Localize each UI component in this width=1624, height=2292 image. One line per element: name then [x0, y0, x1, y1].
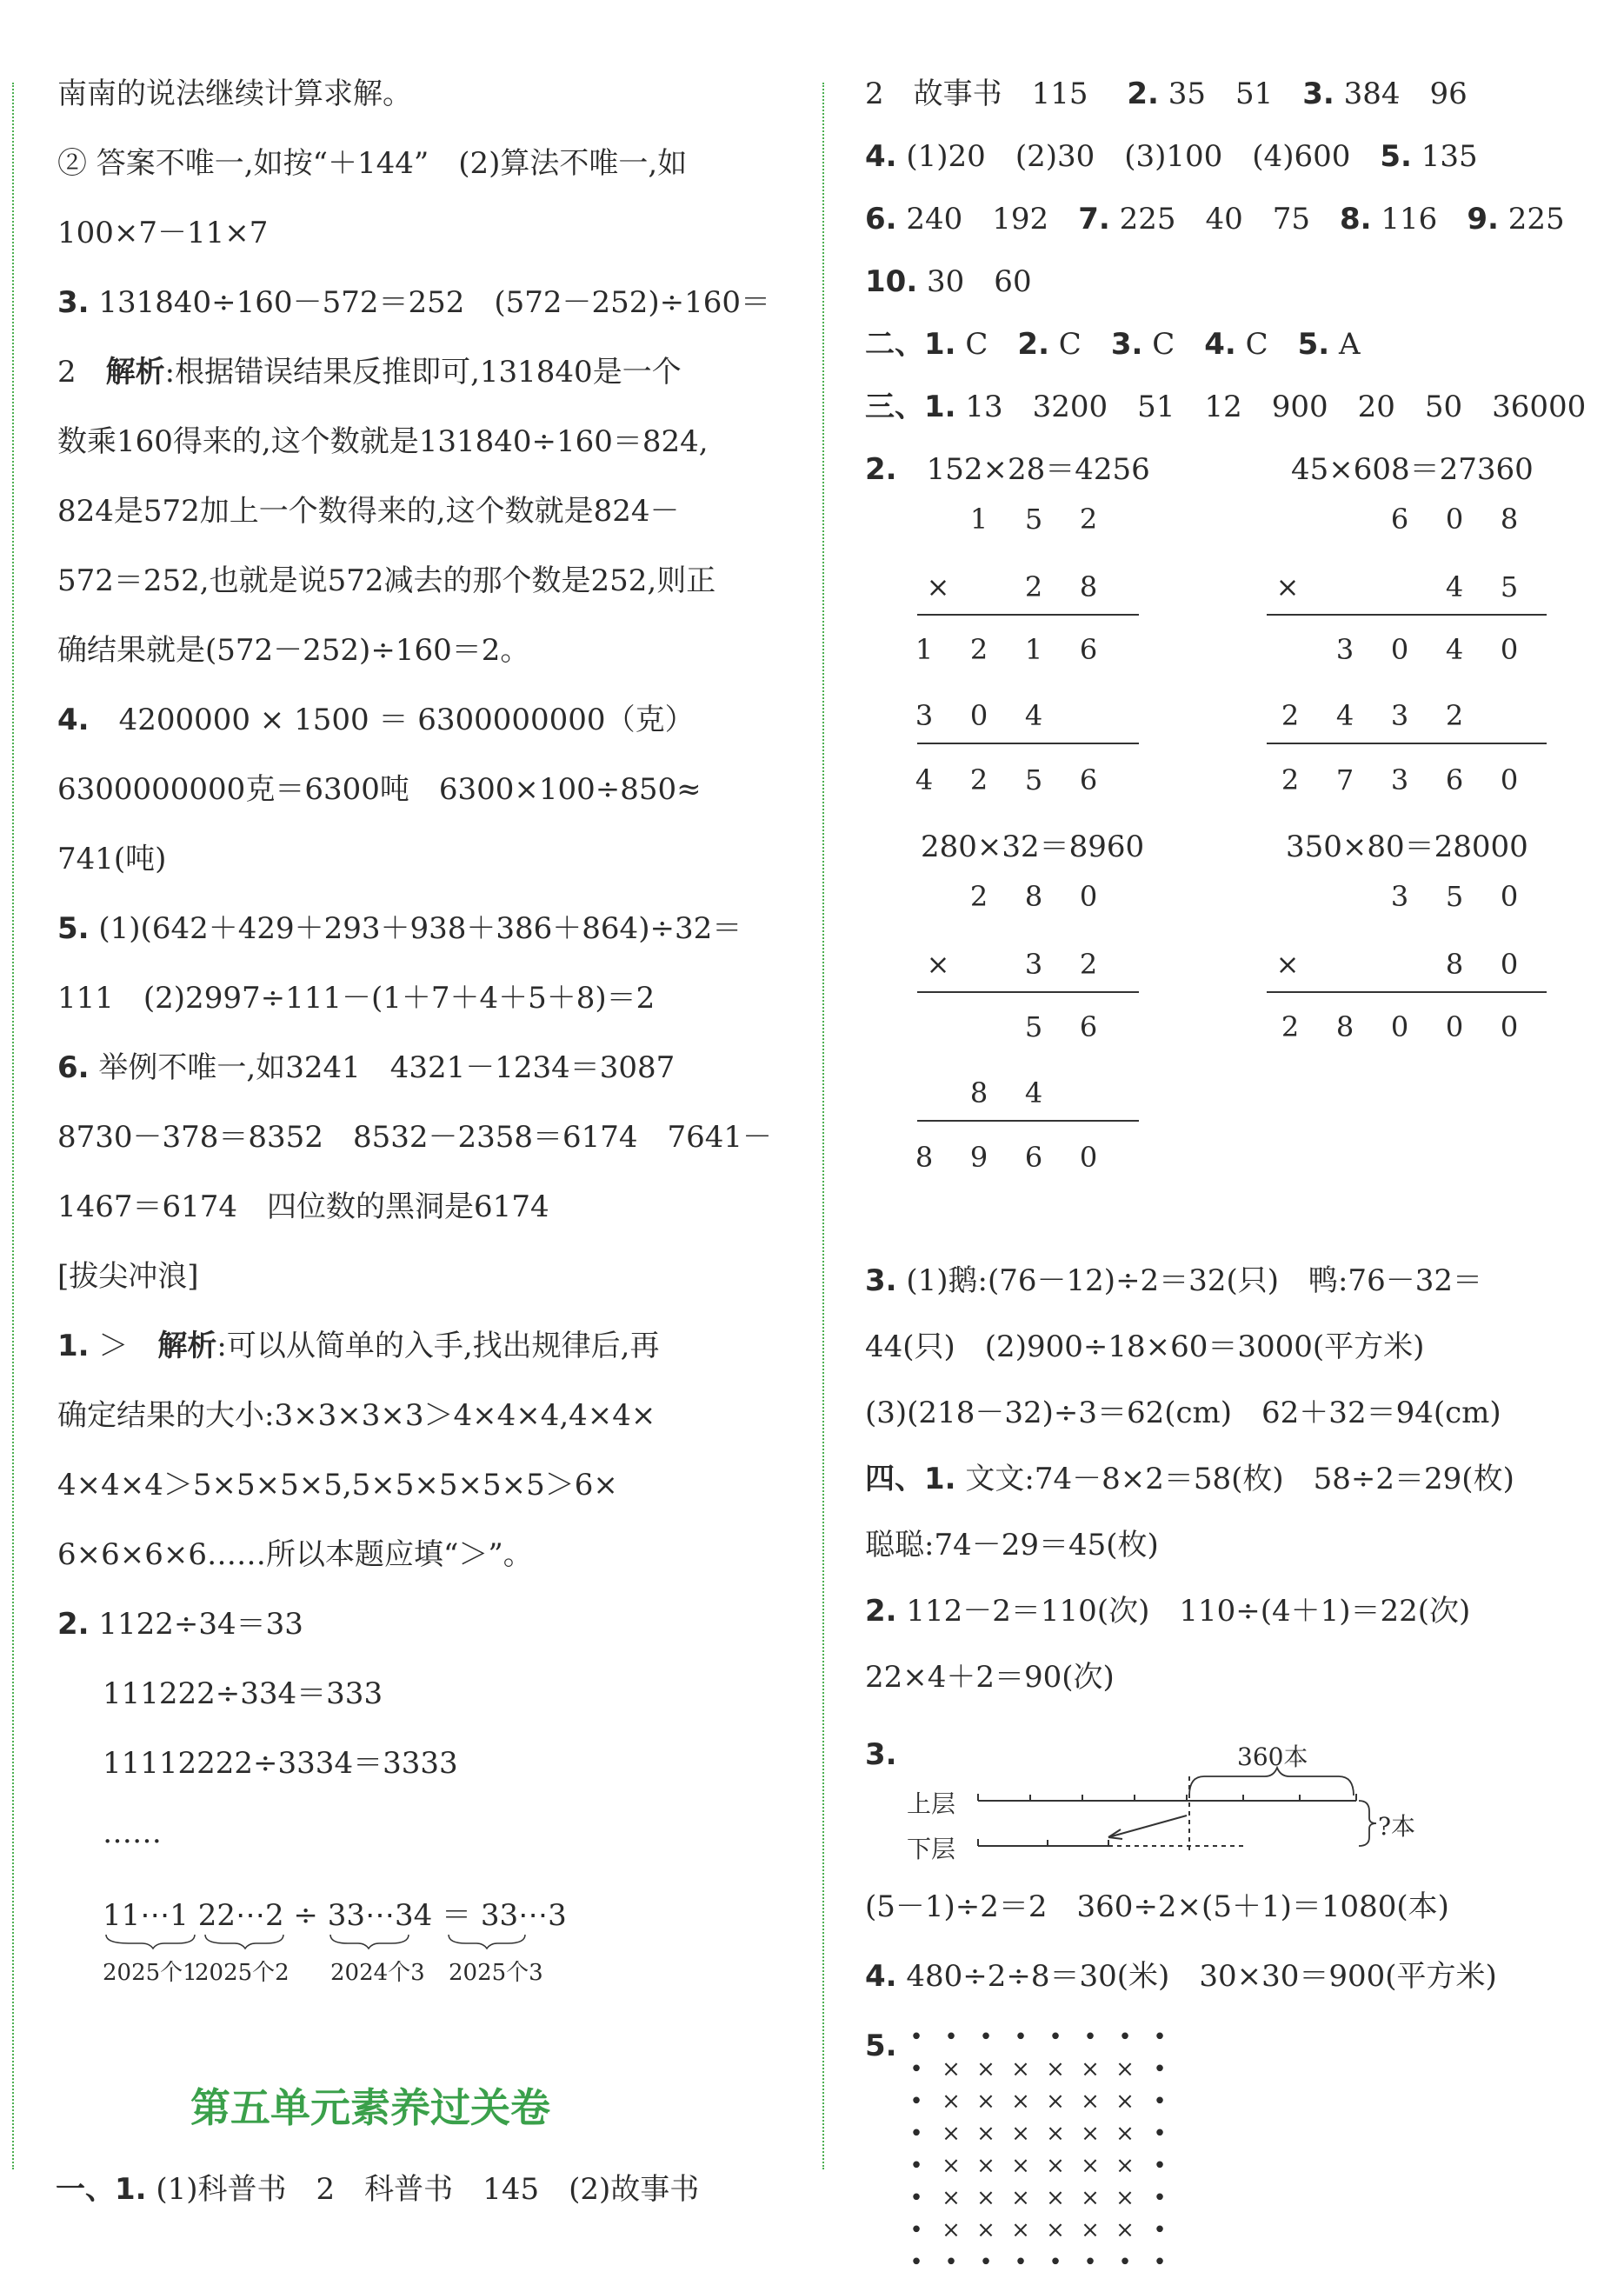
partial-product-digit: 2: [1281, 699, 1300, 732]
question-number: 5.: [865, 2029, 897, 2063]
multiplicand-digit: 2: [1079, 503, 1098, 536]
cross-mark: ×: [1046, 2056, 1065, 2082]
dot-mark: •: [1153, 2121, 1167, 2147]
unit-title: 第五单元素养过关卷: [190, 2084, 550, 2131]
left-margin-dotted-line: [12, 83, 14, 2169]
text-line: 8730－378＝8352 8532－2358＝6174 7641－: [57, 1120, 773, 1155]
question-number: 7.: [1078, 202, 1110, 237]
cross-mark: ×: [1046, 2217, 1065, 2243]
question-number: 二、1.: [865, 327, 956, 362]
text: 35 51: [1168, 77, 1274, 111]
multiplicand-digit: 1: [969, 503, 988, 536]
text-line: 6×6×6×6……所以本题应填“＞”。: [57, 1537, 533, 1572]
text-line: 824是572加上一个数得来的,这个数就是824－: [57, 494, 680, 529]
analysis-label: 解析: [157, 1329, 217, 1363]
product-digit: 9: [969, 1141, 988, 1174]
answer-line: [865, 390, 1586, 424]
product-digit: 0: [1079, 1141, 1098, 1174]
dot-mark: •: [909, 2056, 923, 2082]
text: 13 3200 51 12 900 20 50 36000: [965, 390, 1587, 424]
text: 384 96: [1343, 77, 1468, 111]
text: (1)科普书 2 科普书 145 (2)故事书: [156, 2172, 700, 2207]
partial-product-digit: 2: [969, 633, 988, 666]
dot-mark: •: [1153, 2185, 1167, 2211]
question-number: 3.: [1302, 77, 1334, 111]
times-sign: ×: [1275, 570, 1300, 603]
dot-mark: •: [1153, 2024, 1167, 2050]
partial-product-digit: 1: [1024, 633, 1043, 666]
text-line: 111 (2)2997÷111－(1＋7＋4＋5＋8)＝2: [57, 981, 656, 1016]
text: A: [1339, 327, 1361, 362]
partial-product-digit: 8: [969, 1076, 988, 1109]
cross-mark: ×: [1011, 2185, 1030, 2211]
cross-mark: ×: [976, 2056, 995, 2082]
cross-mark: ×: [976, 2121, 995, 2147]
cross-mark: ×: [1046, 2089, 1065, 2115]
question-number: 6.: [57, 1050, 90, 1085]
answer-line: [865, 77, 1468, 111]
text: ＞: [98, 1329, 129, 1363]
vertical-multiplication-3: [917, 880, 1143, 1245]
text-line: 22×4＋2＝90(次): [865, 1660, 1115, 1695]
text: (1)鹅:(76－12)÷2＝32(只) 鸭:76－32＝: [906, 1263, 1482, 1298]
multiplier-digit: 3: [1024, 948, 1043, 981]
text: 112－2＝110(次) 110÷(4＋1)＝22(次): [906, 1594, 1471, 1629]
equation: 45×608＝27360: [1291, 452, 1534, 487]
question-number: 5.: [1297, 327, 1330, 362]
partial-product-digit: 3: [1335, 633, 1354, 666]
text-line: 6300000000克＝6300吨 6300×100÷850≈: [57, 772, 702, 807]
multiplier-digit: 8: [1445, 948, 1464, 981]
question-number: 3.: [1110, 327, 1143, 362]
test-q1-line: [56, 2172, 699, 2207]
text: :根据错误结果反推即可,131840是一个: [164, 355, 682, 390]
text-line: (3)(218－32)÷3＝62(cm) 62＋32＝94(cm): [865, 1396, 1501, 1430]
cross-mark: ×: [1011, 2153, 1030, 2179]
multiplier-digit: 8: [1079, 570, 1098, 603]
answer-line: [865, 452, 1150, 487]
question-number: 4.: [865, 1959, 897, 1994]
cross-mark: ×: [1081, 2089, 1100, 2115]
text-line: 11112222÷3334＝3333: [103, 1746, 458, 1781]
text-line: 44(只) (2)900÷18×60＝3000(平方米): [865, 1329, 1425, 1364]
question-number: 4.: [865, 139, 897, 174]
dot-mark: •: [909, 2249, 923, 2275]
brace-label: 2025个3: [449, 1960, 543, 1986]
dot-cross-pattern: [900, 2024, 1169, 2275]
multiplier-digit: 5: [1500, 570, 1519, 603]
question-number: 5.: [57, 911, 90, 946]
vertical-multiplication-4: [1267, 880, 1554, 1106]
brace-label: 2025个2: [195, 1960, 290, 1986]
text-line: 741(吨): [57, 842, 167, 876]
calc-rule: [917, 743, 1139, 744]
cross-mark: ×: [1011, 2089, 1030, 2115]
cross-mark: ×: [942, 2056, 961, 2082]
diagram-total-label: 360本: [1237, 1742, 1308, 1771]
dot-mark: •: [944, 2249, 958, 2275]
multiplier-digit: 2: [1024, 570, 1043, 603]
brace-label: 2025个1: [103, 1960, 197, 1986]
dot-mark: •: [1118, 2249, 1132, 2275]
center-divider-dotted-line: [822, 83, 824, 2169]
partial-product-digit: 0: [1500, 633, 1519, 666]
multiplier-digit: 2: [1079, 948, 1098, 981]
cross-mark: ×: [976, 2089, 995, 2115]
multiplicand-digit: 8: [1024, 880, 1043, 913]
text-line: (5－1)÷2＝2 360÷2×(5＋1)＝1080(本): [865, 1889, 1449, 1924]
multiplicand-digit: 5: [1024, 503, 1043, 536]
text-line: 确定结果的大小:3×3×3×3＞4×4×4,4×4×: [57, 1398, 656, 1433]
dot-mark: •: [1048, 2024, 1062, 2050]
calc-rule: [917, 991, 1139, 993]
partial-product-digit: 2: [1445, 699, 1464, 732]
dot-mark: •: [1153, 2153, 1167, 2179]
answer-line: [865, 327, 1361, 362]
cross-mark: ×: [942, 2153, 961, 2179]
cross-mark: ×: [1081, 2121, 1100, 2147]
cross-mark: ×: [942, 2089, 961, 2115]
text-line: 数乘160得来的,这个数就是131840÷160＝824,: [57, 424, 709, 459]
calc-rule: [1267, 614, 1547, 616]
text: 举例不唯一,如3241 4321－1234＝3087: [98, 1050, 676, 1085]
underbrace: [106, 1935, 195, 1949]
analysis-label: 解析: [105, 355, 165, 390]
cross-mark: ×: [976, 2153, 995, 2179]
answer-line: [865, 1594, 1470, 1629]
question-number: 8.: [1340, 202, 1372, 237]
text: :可以从简单的入手,找出规律后,再: [216, 1329, 660, 1363]
general-pattern-equation: 11⋯1 22⋯2 ÷ 33⋯34 ＝ 33⋯3: [103, 1898, 567, 1933]
dot-mark: •: [1153, 2089, 1167, 2115]
question-number: [865, 1737, 897, 1772]
segment-diagram-lines: [900, 1742, 1421, 1855]
transfer-arrow: [1108, 1816, 1187, 1837]
dot-mark: •: [979, 2024, 993, 2050]
text-line: 111222÷334＝333: [103, 1676, 383, 1711]
question-6-line: [57, 1050, 675, 1085]
text-line: 聪聪:74－29＝45(枚): [865, 1528, 1159, 1562]
answer-line: [865, 1263, 1482, 1298]
underbrace: [330, 1935, 409, 1949]
answer-line: [865, 264, 1032, 299]
question-number: 9.: [1467, 202, 1499, 237]
question-number: 3.: [865, 1263, 897, 1298]
partial-product-digit: 0: [1390, 633, 1409, 666]
equation: 350×80＝28000: [1286, 830, 1528, 864]
calc-rule: [1267, 743, 1547, 744]
underbraces: [103, 1933, 624, 1950]
question-3-line: [57, 285, 770, 320]
question-number: 2.: [1017, 327, 1049, 362]
question-number: 四、1.: [865, 1462, 956, 1496]
product-digit: 7: [1335, 763, 1354, 796]
product-digit: 6: [1024, 1141, 1043, 1174]
product-digit: 0: [1445, 1010, 1464, 1043]
cross-mark: ×: [1081, 2185, 1100, 2211]
times-sign: ×: [926, 570, 950, 603]
multiplicand-digit: 2: [969, 880, 988, 913]
text: 131840÷160－572＝252 (572－252)÷160＝: [98, 285, 771, 320]
calc-rule: [917, 1120, 1139, 1122]
text: 文文:74－8×2＝58(枚) 58÷2＝29(枚): [965, 1462, 1514, 1496]
question-number: 3.: [57, 285, 90, 320]
question-3-analysis-line: [57, 355, 682, 390]
text: C: [1152, 327, 1175, 362]
partial-product-digit: 4: [1445, 633, 1464, 666]
product-digit: 8: [1335, 1010, 1354, 1043]
multiplier-digit: 0: [1500, 948, 1519, 981]
dot-mark: •: [1153, 2056, 1167, 2082]
dot-mark: •: [909, 2089, 923, 2115]
product-digit: 5: [1024, 763, 1043, 796]
partial-product-digit: 0: [969, 699, 988, 732]
partial-product-digit: 5: [1024, 1010, 1043, 1043]
text: 480÷2÷8＝30(米) 30×30＝900(平方米): [906, 1959, 1497, 1994]
text: C: [1245, 327, 1268, 362]
section-heading: [拔尖冲浪]: [57, 1259, 199, 1294]
dot-mark: •: [1118, 2024, 1132, 2050]
product-digit: 0: [1500, 763, 1519, 796]
cross-mark: ×: [942, 2121, 961, 2147]
text-line: 572＝252,也就是说572减去的那个数是252,则正: [57, 563, 716, 598]
multiplicand-digit: 0: [1500, 880, 1519, 913]
dot-mark: •: [1083, 2249, 1097, 2275]
calc-rule: [917, 614, 1139, 616]
text: 240 192: [906, 202, 1049, 237]
product-digit: 0: [1500, 1010, 1519, 1043]
multiplicand-digit: 6: [1390, 503, 1409, 536]
multiplicand-digit: 0: [1445, 503, 1464, 536]
cross-mark: ×: [1115, 2217, 1135, 2243]
text: 2: [57, 355, 77, 390]
calc-rule: [1267, 991, 1547, 993]
cross-mark: ×: [1081, 2056, 1100, 2082]
text: (1)(642＋429＋293＋938＋386＋864)÷32＝: [98, 911, 742, 946]
multiplicand-digit: 5: [1445, 880, 1464, 913]
dot-mark: •: [1014, 2249, 1028, 2275]
segment-diagram: [900, 1742, 1421, 1863]
answer-line: [865, 139, 1478, 174]
cross-mark: ×: [1115, 2185, 1135, 2211]
cross-mark: ×: [1046, 2185, 1065, 2211]
dot-mark: •: [1153, 2249, 1167, 2275]
dot-mark: •: [1048, 2249, 1062, 2275]
multiplicand-digit: 8: [1500, 503, 1519, 536]
brace-label: 2024个3: [330, 1960, 425, 1986]
vertical-multiplication-2: [1267, 503, 1554, 796]
text: 225: [1508, 202, 1565, 237]
dot-mark: •: [1083, 2024, 1097, 2050]
question-number: 4.: [57, 703, 90, 737]
cross-mark: ×: [1115, 2089, 1135, 2115]
partial-product-digit: 3: [915, 699, 934, 732]
multiplicand-digit: 0: [1079, 880, 1098, 913]
dot-mark: •: [909, 2217, 923, 2243]
text: 135: [1421, 139, 1478, 174]
equation: 280×32＝8960: [921, 830, 1145, 864]
times-sign: ×: [926, 948, 950, 981]
text-line: 南南的说法继续计算求解。: [57, 77, 412, 111]
cross-mark: ×: [1046, 2121, 1065, 2147]
cross-mark: ×: [1115, 2121, 1135, 2147]
multiplier-digit: 4: [1445, 570, 1464, 603]
text: C: [1058, 327, 1082, 362]
product-digit: 2: [1281, 1010, 1300, 1043]
cross-mark: ×: [1011, 2056, 1030, 2082]
cross-mark: ×: [942, 2217, 961, 2243]
question-number: 4.: [1204, 327, 1236, 362]
product-digit: 6: [1445, 763, 1464, 796]
text-line: 确结果就是(572－252)÷160＝2。: [57, 633, 530, 668]
dot-mark: •: [909, 2153, 923, 2179]
dot-mark: •: [909, 2185, 923, 2211]
text: 2 故事书 115: [865, 77, 1088, 111]
question-number: 一、1.: [56, 2172, 147, 2207]
dot-mark: •: [1153, 2217, 1167, 2243]
partial-product-digit: 4: [1335, 699, 1354, 732]
question-number: 2.: [1127, 77, 1159, 111]
question-number: 10.: [865, 264, 918, 299]
product-digit: 0: [1390, 1010, 1409, 1043]
times-sign: ×: [1275, 948, 1300, 981]
ellipsis: ……: [103, 1816, 162, 1850]
product-digit: 2: [1281, 763, 1300, 796]
diagram-lower-label: 下层: [907, 1835, 956, 1863]
partial-product-digit: 6: [1079, 633, 1098, 666]
question-number: 三、1.: [865, 390, 956, 424]
text: C: [965, 327, 988, 362]
cross-mark: ×: [1081, 2217, 1100, 2243]
text: 116: [1381, 202, 1438, 237]
cross-mark: ×: [1115, 2056, 1135, 2082]
right-brace: [1359, 1801, 1376, 1846]
product-digit: 4: [915, 763, 934, 796]
question-number: 5.: [1380, 139, 1412, 174]
dot-mark: •: [909, 2121, 923, 2147]
text: (1)20 (2)30 (3)100 (4)600: [906, 139, 1351, 174]
answer-line: [865, 1462, 1514, 1496]
question-number: 2.: [865, 452, 897, 487]
question-5-line: [57, 911, 742, 946]
question-number: 3.: [865, 1737, 897, 1772]
text: 30 60: [927, 264, 1032, 299]
cross-mark: ×: [1115, 2153, 1135, 2179]
cross-mark: ×: [1046, 2153, 1065, 2179]
question-number: 2.: [865, 1594, 897, 1629]
text: 4200000 × 1500 ＝ 6300000000（克）: [118, 703, 695, 737]
question-number: 6.: [865, 202, 897, 237]
question-number: [865, 2029, 897, 2063]
underbrace: [449, 1935, 525, 1949]
cross-mark: ×: [942, 2185, 961, 2211]
challenge-1-line: [57, 1329, 659, 1363]
text-line: 1467＝6174 四位数的黑洞是6174: [57, 1189, 549, 1224]
partial-product-digit: 4: [1024, 1076, 1043, 1109]
question-number: 1.: [57, 1329, 90, 1363]
underbrace: [205, 1935, 283, 1949]
text-line: 100×7－11×7: [57, 216, 269, 250]
answer-line: [865, 1959, 1497, 1994]
partial-product-digit: 6: [1079, 1010, 1098, 1043]
cross-mark: ×: [1011, 2121, 1030, 2147]
challenge-2-line: [57, 1607, 303, 1642]
cross-mark: ×: [1011, 2217, 1030, 2243]
partial-product-digit: 4: [1024, 699, 1043, 732]
equation: 152×28＝4256: [926, 452, 1150, 487]
partial-product-digit: 3: [1390, 699, 1409, 732]
product-digit: 6: [1079, 763, 1098, 796]
product-digit: 3: [1390, 763, 1409, 796]
text: 225 40 75: [1119, 202, 1311, 237]
text: 1122÷34＝33: [98, 1607, 303, 1642]
product-digit: 2: [969, 763, 988, 796]
question-4-line: [57, 703, 695, 737]
dot-mark: •: [979, 2249, 993, 2275]
cross-mark: ×: [976, 2217, 995, 2243]
diagram-upper-label: 上层: [907, 1789, 956, 1818]
partial-product-digit: 1: [915, 633, 934, 666]
cross-mark: ×: [976, 2185, 995, 2211]
multiplicand-digit: 3: [1390, 880, 1409, 913]
dot-mark: •: [1014, 2024, 1028, 2050]
diagram-question-label: ?本: [1378, 1812, 1416, 1841]
question-number: 2.: [57, 1607, 90, 1642]
answer-line: [865, 202, 1565, 237]
dot-mark: •: [909, 2024, 923, 2050]
text-line: 4×4×4＞5×5×5×5,5×5×5×5×5＞6×: [57, 1468, 618, 1502]
dot-mark: •: [944, 2024, 958, 2050]
cross-mark: ×: [1081, 2153, 1100, 2179]
product-digit: 8: [915, 1141, 934, 1174]
text-line: ② 答案不唯一,如按“＋144” (2)算法不唯一,如: [57, 146, 688, 181]
